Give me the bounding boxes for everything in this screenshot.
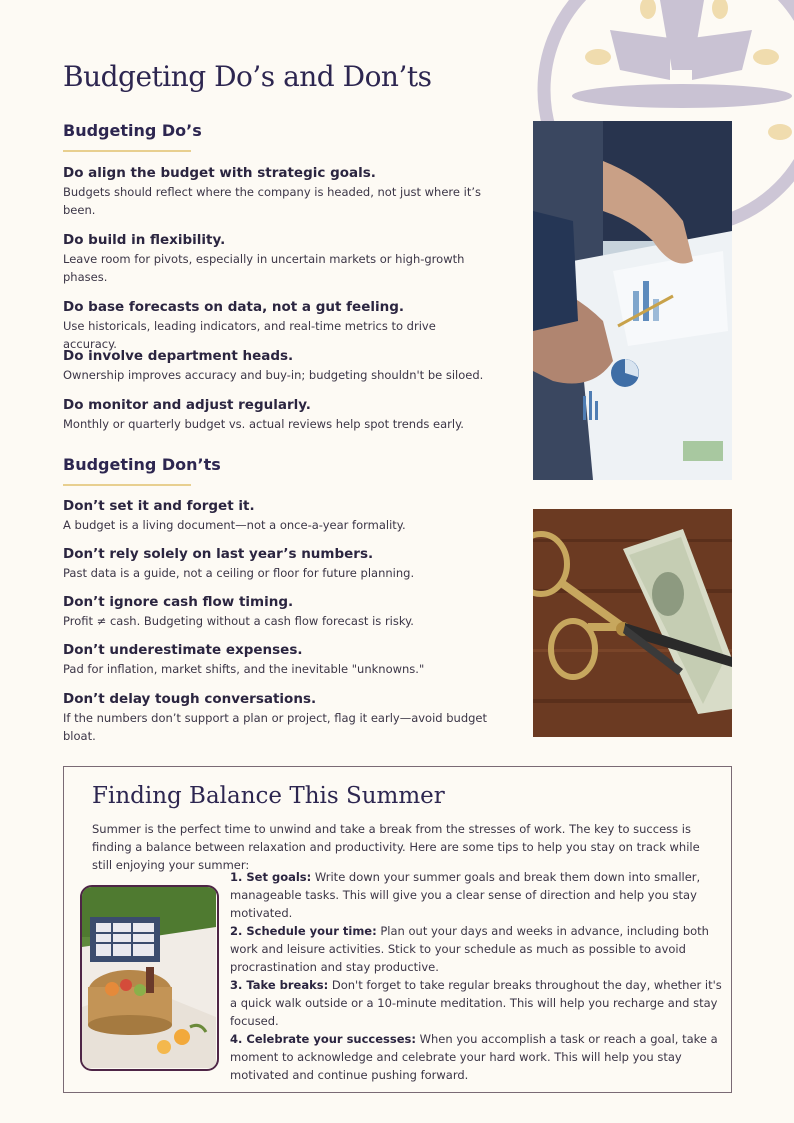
tip-item xyxy=(230,976,722,1030)
donts-item xyxy=(63,690,493,745)
donts-item-desc: A budget is a living document—not a once-a-year formality. xyxy=(63,518,406,532)
tip-label: 2. Schedule your time: xyxy=(230,924,377,938)
summer-intro: Summer is the perfect time to unwind and take a break from the stresses of work. The key to success is finding a balance between relaxation and productivity. Here are some tips to help you stay on track while still enjoying your summer: xyxy=(92,822,700,872)
tip-text: When you accomplish a task or reach a goal, take a moment to acknowledge and celebrate your hard work. This will help you stay motivated and continue pushing forward. xyxy=(230,1032,718,1082)
dos-item-desc: Leave room for pivots, especially in uncertain markets or high-growth phases. xyxy=(63,252,465,284)
donts-item-desc: Profit ≠ cash. Budgeting without a cash flow forecast is risky. xyxy=(63,614,414,628)
dos-item-title: Do base forecasts on data, not a gut feeling. xyxy=(63,299,405,315)
dos-item xyxy=(63,396,493,433)
dos-heading-rule xyxy=(63,150,191,152)
donts-item xyxy=(63,641,493,678)
scissors-dollar-photo xyxy=(533,509,732,737)
dos-item xyxy=(63,347,493,384)
donts-item xyxy=(63,497,493,534)
donts-item-title: Don’t delay tough conversations. xyxy=(63,691,317,707)
tip-text: Write down your summer goals and break them down into smaller, manageable tasks. This will give you a clear sense of direction and help you stay motivated. xyxy=(230,870,701,920)
tip-label: 3. Take breaks: xyxy=(230,978,329,992)
donts-item-desc: Past data is a guide, not a ceiling or floor for future planning. xyxy=(63,566,415,580)
donts-item-desc: If the numbers don’t support a plan or project, flag it early—avoid budget bloat. xyxy=(63,711,488,743)
dos-item-desc: Budgets should reflect where the company is headed, not just where it’s been. xyxy=(63,185,481,217)
tip-item xyxy=(230,922,722,976)
dos-item xyxy=(63,164,493,219)
dos-item-desc: Use historicals, leading indicators, and real-time metrics to drive accuracy. xyxy=(63,319,436,351)
dos-item-title: Do involve department heads. xyxy=(63,348,294,364)
donts-item-title: Don’t set it and forget it. xyxy=(63,498,255,514)
dos-item xyxy=(63,298,493,353)
dos-item-desc: Ownership improves accuracy and buy-in; budgeting shouldn't be siloed. xyxy=(63,368,484,382)
summer-title: Finding Balance This Summer xyxy=(92,783,445,809)
dos-item-desc: Monthly or quarterly budget vs. actual reviews help spot trends early. xyxy=(63,417,464,431)
tip-label: 1. Set goals: xyxy=(230,870,312,884)
donts-item-title: Don’t ignore cash flow timing. xyxy=(63,594,294,610)
donts-item xyxy=(63,593,493,630)
tip-text: Plan out your days and weeks in advance, including both work and leisure activities. Stick to your schedule as much as possible to avoid procrastination and stay productive. xyxy=(230,924,709,974)
donts-heading-rule xyxy=(63,484,191,486)
donts-item-title: Don’t underestimate expenses. xyxy=(63,642,303,658)
donts-heading: Budgeting Don’ts xyxy=(63,455,221,474)
tip-item xyxy=(230,868,722,922)
dos-heading: Budgeting Do’s xyxy=(63,121,202,140)
page-title: Budgeting Do’s and Don’ts xyxy=(63,60,432,93)
picnic-basket-photo xyxy=(80,885,219,1071)
tip-label: 4. Celebrate your successes: xyxy=(230,1032,416,1046)
tip-item xyxy=(230,1030,722,1084)
dos-item xyxy=(63,231,493,286)
summer-tips-box xyxy=(63,766,732,1093)
finance-meeting-photo xyxy=(533,121,732,480)
dos-item-title: Do align the budget with strategic goals. xyxy=(63,165,376,181)
dos-item-title: Do build in flexibility. xyxy=(63,232,226,248)
donts-item-title: Don’t rely solely on last year’s numbers. xyxy=(63,546,374,562)
dos-item-title: Do monitor and adjust regularly. xyxy=(63,397,311,413)
tip-text: Don't forget to take regular breaks throughout the day, whether it's a quick walk outside or a 10-minute meditation. This will help you recharge and stay focused. xyxy=(230,978,722,1028)
donts-item xyxy=(63,545,493,582)
donts-item-desc: Pad for inflation, market shifts, and the inevitable "unknowns." xyxy=(63,662,425,676)
summer-tips-list xyxy=(230,868,722,1084)
